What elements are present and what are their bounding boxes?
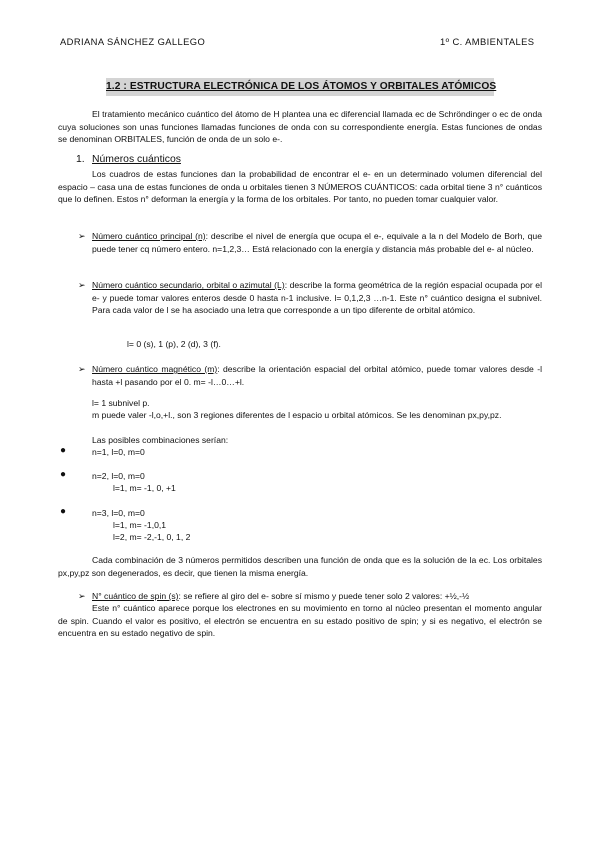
combo-3-sub-2: l=2, m= -2,-1, 0, 1, 2 [113, 532, 191, 542]
section-number: 1. [76, 154, 85, 165]
header-author: ADRIANA SÁNCHEZ GALLEGO [60, 36, 206, 47]
spin-explanation: Este n° cuántico aparece porque los electrones en su movimiento en torno al núcleo presentan el momento angular de spin. Cuando el valor es positivo, el electrón se encuentra en su estado positivo de spin; y si es negativo, el electrón se encuentra en su estado negativo de spin. [58, 603, 542, 638]
term-magnetic: Número cuántico magnético (m) [92, 364, 218, 374]
quantum-number-principal [92, 230, 542, 255]
term-secondary: Número cuántico secundario, orbital o azimutal (L) [92, 280, 285, 290]
section-label: Números cuánticos [92, 154, 181, 165]
m-note-2: m puede valer -l,o,+l., son 3 regiones diferentes de l espacio u orbital atómicos. Se les denominan px,py,pz. [92, 410, 502, 420]
arrow-bullet-icon: ➢ [78, 591, 86, 601]
page-title: 1.2 : ESTRUCTURA ELECTRÓNICA DE LOS ÁTOMOS Y ORBITALES ATÓMICOS [106, 78, 494, 96]
arrow-bullet-icon: ➢ [78, 364, 86, 374]
section-heading [76, 154, 181, 167]
l-values: l= 0 (s), 1 (p), 2 (d), 3 (f). [127, 339, 221, 349]
quantum-number-spin [92, 590, 542, 603]
text-secondary: : describe la forma geométrica de la región espacial ocupada por el e- y puede tomar valores enteros desde 0 hasta n-1 inclusive. l= 0,1,2,3 …n-1. Este n° cuántico designa el subnivel. Para cada valor de l se ha asociado una letra que corresponde a un tipo diferente de orbital atómico. [92, 280, 542, 315]
text-principal: : describe el nivel de energía que ocupa el e-, equivale a la n del Modelo de Borh, que puede tener cq número entero. n=1,2,3… Está relacionado con la energía y distancia más probable del e- al núcleo. [92, 231, 542, 254]
combos-conclusion: Cada combinación de 3 números permitidos describen una función de onda que es la solución de la ec. Los orbitales px,py,pz son degenerados, es decir, que tienen la misma energía. [58, 555, 542, 578]
text-spin: : se refiere al giro del e- sobre sí mismo y puede tener solo 2 valores: +½,-½ [178, 591, 470, 601]
header-course: 1º C. AMBIENTALES [440, 36, 535, 47]
m-note-1: l= 1 subnivel p. [92, 398, 150, 408]
combo-2-sub-1: l=1, m= -1, 0, +1 [113, 483, 176, 493]
combo-2-head: n=2, l=0, m=0 [92, 471, 145, 481]
combo-1-head: n=1, l=0, m=0 [92, 447, 145, 457]
term-spin: N° cuántico de spin (s) [92, 591, 179, 601]
combo-3-sub-1: l=1, m= -1,0,1 [113, 520, 167, 530]
quantum-number-magnetic [92, 363, 542, 388]
combo-3-head: n=3, l=0, m=0 [92, 508, 145, 518]
bullet-icon: ● [60, 445, 67, 456]
bullet-icon: ● [60, 469, 67, 480]
bullet-icon: ● [60, 506, 67, 517]
intro-paragraph: El tratamiento mecánico cuántico del átomo de H plantea una ec diferencial llamada ec de Schröndinger o ec de onda cuya soluciones son unas funciones llamadas funciones de onda con su correspondiente energía. Estas funciones de ondas se denominan ORBITALES, función de onda de un solo e-. [58, 109, 542, 144]
section-paragraph: Los cuadros de estas funciones dan la probabilidad de encontrar el e- en un determinado volumen diferencial del espacio – casa una de estas funciones de onda u orbitales tienen 3 NÚMEROS CUÁNTICOS: cada orbital tiene 3 n° cuánticos que lo definen. Estos n° deforman la energía y la forma de los orbitales. Por tanto, no pueden tomar cualquier valor. [58, 169, 542, 204]
term-principal: Número cuántico principal (n) [92, 231, 206, 241]
combos-intro: Las posibles combinaciones serían: [92, 435, 229, 445]
text-magnetic: : describe la orientación espacial del orbital atómico, puede tomar valores desde -l hasta +l pasando por el 0. m= -l…0…+l. [92, 364, 542, 387]
arrow-bullet-icon: ➢ [78, 231, 86, 241]
quantum-number-secondary [92, 279, 542, 317]
arrow-bullet-icon: ➢ [78, 280, 86, 290]
